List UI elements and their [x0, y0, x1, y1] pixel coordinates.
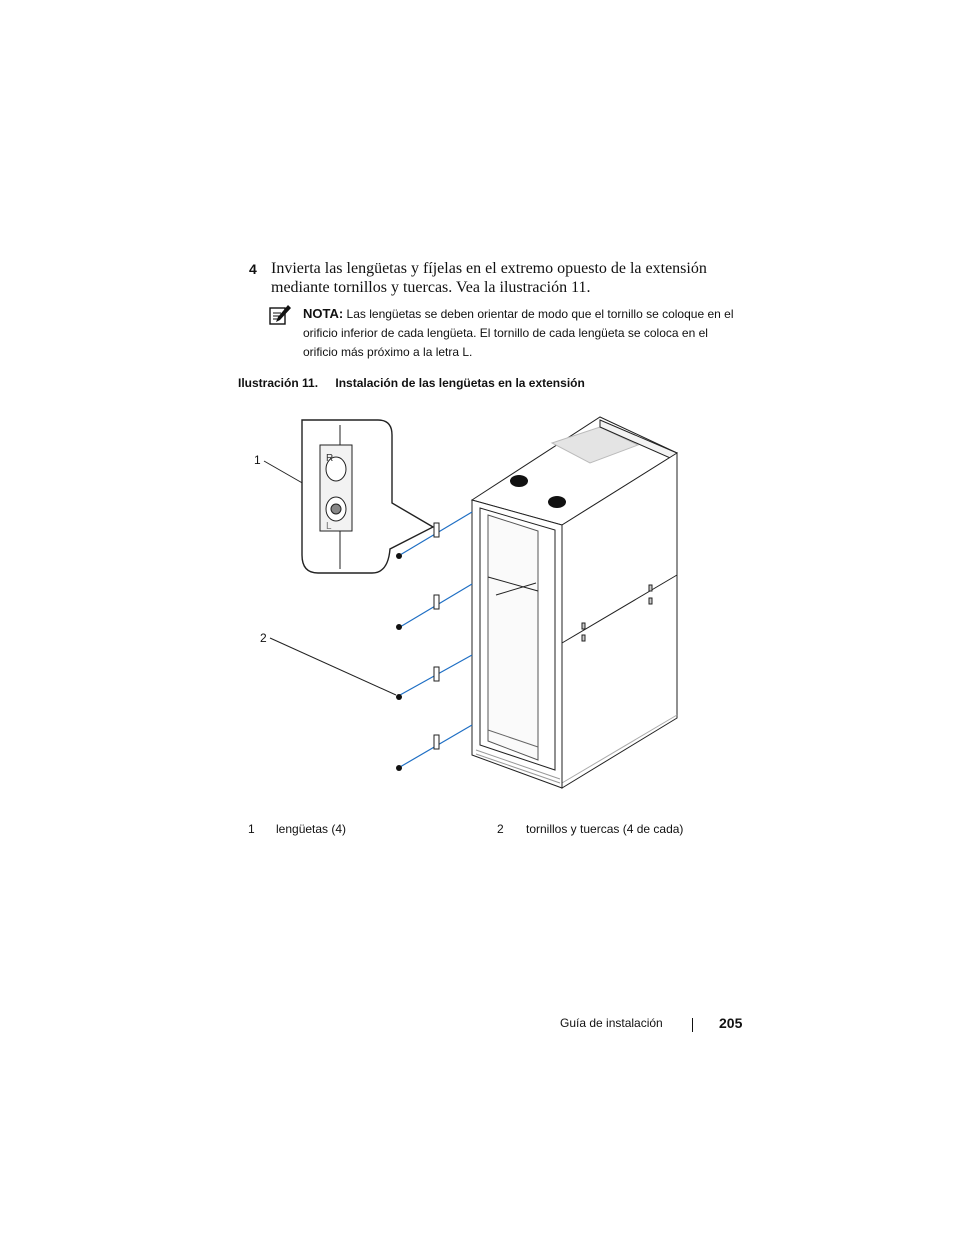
callout-2: 2	[260, 631, 267, 645]
step-text: Invierta las lengüetas y fíjelas en el extremo opuesto de la extensión mediante tornillos y tuercas. Vea la ilustración 11.	[271, 260, 707, 296]
callout-1: 1	[254, 453, 261, 467]
detail-letter-r: R	[326, 453, 334, 464]
note-body: Las lengüetas se deben orientar de modo que el tornillo se coloque en el orificio inferior de cada lengüeta. El tornillo de cada lengüeta se coloca en el orificio más próximo a la letra L.	[303, 307, 734, 359]
note-label: NOTA:	[303, 306, 344, 321]
legend-text-2: tornillos y tuercas (4 de cada)	[526, 822, 684, 836]
note-pencil-icon	[268, 304, 292, 326]
page-footer	[540, 1016, 750, 1036]
page-number: 205	[719, 1015, 743, 1031]
rack-drawing	[240, 405, 700, 800]
rack-illustration	[240, 405, 700, 800]
legend-num-2: 2	[497, 822, 504, 836]
step-number: 4	[249, 261, 257, 277]
legend-num-1: 1	[248, 822, 255, 836]
legend-text-1: lengüetas (4)	[276, 822, 347, 836]
caption-number: Ilustración 11.	[238, 376, 319, 390]
guide-title: Guía de instalación	[560, 1016, 663, 1030]
caption-title: Instalación de las lengüetas en la extensión	[335, 376, 585, 390]
detail-letter-l: L	[326, 521, 332, 532]
footer-divider	[692, 1018, 693, 1032]
figure-caption	[238, 376, 758, 390]
note-text	[303, 304, 743, 362]
